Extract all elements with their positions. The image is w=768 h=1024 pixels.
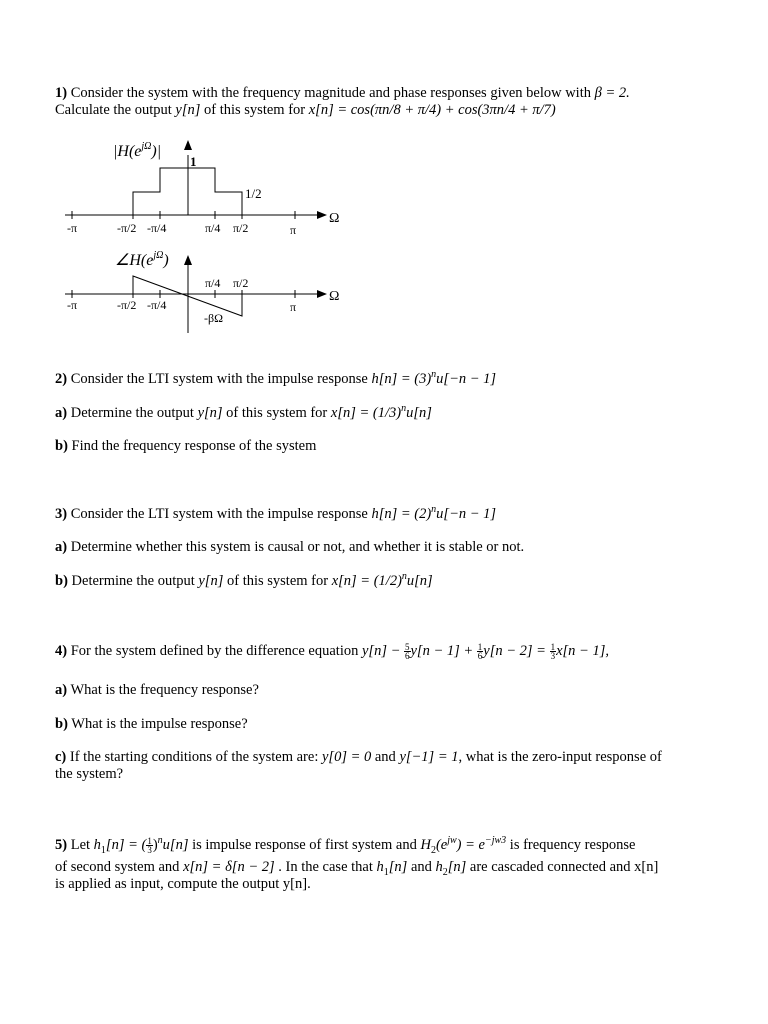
phase-tick-label: π/4 xyxy=(205,276,221,290)
magnitude-response-figure xyxy=(55,130,345,240)
q5-line2 xyxy=(55,859,659,878)
q4c-y1: y[−1] = 1 xyxy=(399,749,459,765)
mag-y-arrow xyxy=(184,140,192,150)
mag-omega-label: Ω xyxy=(329,211,340,226)
q2-number: 2) xyxy=(55,371,68,387)
q4c-line2 xyxy=(55,766,123,782)
phase-tick-label: -π/2 xyxy=(117,298,137,312)
q4c-y0: y[0] = 0 xyxy=(321,749,372,765)
q5-H2-mid: (e xyxy=(435,837,448,853)
q1-line2 xyxy=(55,102,556,118)
q2a-line xyxy=(55,405,432,421)
q2a-text2: of this system for xyxy=(222,405,331,421)
q5-line1 xyxy=(55,837,635,854)
q3-line xyxy=(55,506,496,522)
q5-H2-sub: 2 xyxy=(430,844,436,856)
q5-h1b: h xyxy=(376,859,384,875)
q1-text3: of this system for xyxy=(200,102,309,118)
q3b-y: y[n] xyxy=(198,573,224,589)
q5-H2: H xyxy=(420,837,431,853)
q2-line xyxy=(55,371,496,387)
q4c-label: c) xyxy=(55,749,67,765)
q3b-text2: of this system for xyxy=(223,573,332,589)
mag-tick-label: π/4 xyxy=(205,221,221,235)
q4c-text2: , what is the zero-input response of xyxy=(458,749,662,765)
q5-h2b-sub: 2 xyxy=(442,866,448,878)
q5-H2-exp: jw xyxy=(447,835,457,847)
q3b-x-step: u[n] xyxy=(406,573,433,589)
q5-let: Let xyxy=(67,837,94,853)
q2a-label: a) xyxy=(55,405,68,421)
q4-eq-part: x[n − 1], xyxy=(556,643,609,659)
mag-tick-label: π/2 xyxy=(233,221,249,235)
q1-input-eq: x[n] = cos(πn/8 + π/4) + cos(3πn/4 + π/7) xyxy=(308,102,556,118)
q5-h1b-sub: 1 xyxy=(383,866,389,878)
frac-den: 6 xyxy=(477,651,483,662)
q2-impulse-step: u[−n − 1] xyxy=(436,371,497,387)
q3a-text: Determine whether this system is causal or not, and whether it is stable or not. xyxy=(67,539,525,555)
q3-text: Consider the LTI system with the impulse response xyxy=(67,506,372,522)
q4b-text: What is the impulse response? xyxy=(67,716,248,732)
q5-h2b-end: [n] xyxy=(447,859,467,875)
frac-den: 3 xyxy=(550,651,556,662)
q5-h1-sub: 1 xyxy=(100,844,106,856)
q5-h2b: h xyxy=(435,859,443,875)
q2-text: Consider the LTI system with the impulse response xyxy=(67,371,372,387)
frac-num: 1 xyxy=(477,642,483,653)
q3-impulse-exp: n xyxy=(431,504,437,516)
phase-ylabel: $\angle H(e^{j\Omega})$ xyxy=(115,250,169,269)
q3b-line xyxy=(55,573,433,589)
frac-den: 3 xyxy=(147,845,152,856)
q4-eq-part: y[n − 1] + xyxy=(410,643,474,659)
phase-tick-label: π/2 xyxy=(233,276,249,290)
phase-tick-label: -π xyxy=(67,298,78,312)
q4a-text: What is the frequency response? xyxy=(67,682,259,698)
q2a-x-step: u[n] xyxy=(406,405,432,421)
q4-eq-part: y[n − 2] = xyxy=(483,643,546,659)
q3-number: 3) xyxy=(55,506,68,522)
phase-response-figure xyxy=(55,243,345,338)
q3b-x: x[n] = (1/2) xyxy=(331,573,402,589)
q2b-label: b) xyxy=(55,438,68,454)
q5-text3: of second system and xyxy=(55,859,184,875)
q5-text2: is frequency response xyxy=(506,837,636,853)
q5-H2-exp2: −jw3 xyxy=(484,835,507,847)
q5-text4: . In the case that xyxy=(274,859,377,875)
q4a-line xyxy=(55,682,259,698)
q3b-text: Determine the output xyxy=(67,573,199,589)
phase-omega-label: Ω xyxy=(329,289,340,304)
q5-h1: h xyxy=(93,837,101,853)
q3a-label: a) xyxy=(55,539,68,555)
mag-tick-label: -π/2 xyxy=(117,221,137,235)
q2a-x-exp: n xyxy=(401,403,407,415)
q4c-and: and xyxy=(371,749,400,765)
q5-h1-close: ) xyxy=(152,837,158,853)
q4-number: 4) xyxy=(55,643,68,659)
q5-line3 xyxy=(55,876,311,892)
q5-h1-exp: n xyxy=(157,835,163,847)
q5-and: and xyxy=(407,859,436,875)
phase-beta-omega: -βΩ xyxy=(204,311,224,325)
q2-impulse-exp: n xyxy=(431,369,437,381)
q4c-line1 xyxy=(55,749,662,765)
q3b-x-exp: n xyxy=(401,571,407,583)
mag-x-arrow xyxy=(317,211,327,219)
mag-tick-label: -π xyxy=(67,221,78,235)
q5-text5: are cascaded connected and x[n] xyxy=(466,859,659,875)
q5-number: 5) xyxy=(55,837,68,853)
phase-y-arrow xyxy=(184,255,192,265)
mag-tick-label: π xyxy=(290,223,297,237)
q5-text6: is applied as input, compute the output y[n]. xyxy=(55,876,311,892)
mag-tick-label: -π/4 xyxy=(147,221,167,235)
q2b-text: Find the frequency response of the system xyxy=(67,438,317,454)
q5-h1-mid: [n] = ( xyxy=(105,837,147,853)
q5-input: x[n] = δ[n − 2] xyxy=(183,859,275,875)
q2a-x: x[n] = (1/3) xyxy=(330,405,402,421)
q3a-line xyxy=(55,539,524,555)
q1-number: 1) xyxy=(55,85,68,101)
q4b-line xyxy=(55,716,248,732)
phase-tick-label: -π/4 xyxy=(147,298,167,312)
q2a-y: y[n] xyxy=(197,405,223,421)
frac-num: 1 xyxy=(550,642,556,653)
q2a-text: Determine the output xyxy=(67,405,198,421)
mag-half-label: 1/2 xyxy=(245,186,262,201)
frac-den: 6 xyxy=(405,651,410,662)
q4-line xyxy=(55,643,609,660)
q4c-text: If the starting conditions of the system are: xyxy=(66,749,322,765)
q1-text2: Calculate the output xyxy=(55,102,176,118)
phase-x-arrow xyxy=(317,290,327,298)
q1-text: Consider the system with the frequency magnitude and phase responses given below with xyxy=(67,85,595,101)
frac-num: 1 xyxy=(147,836,152,847)
q2-impulse: h[n] = (3) xyxy=(371,371,432,387)
q4-eq-part: y[n] − xyxy=(361,643,401,659)
q2b-line xyxy=(55,438,316,454)
q5-text1: is impulse response of first system and xyxy=(188,837,421,853)
q3-impulse-step: u[−n − 1] xyxy=(436,506,497,522)
frac-num: 5 xyxy=(405,642,410,653)
mag-one-label: 1 xyxy=(190,154,197,169)
q4b-label: b) xyxy=(55,716,68,732)
q5-H2-eq: ) = e xyxy=(456,837,485,853)
q5-h1b-end: [n] xyxy=(388,859,408,875)
q1-beta: β = 2. xyxy=(594,85,630,101)
q1-line1 xyxy=(55,85,630,101)
q4c-text3: the system? xyxy=(55,766,124,782)
q3-impulse: h[n] = (2) xyxy=(371,506,432,522)
q5-h1-step: u[n] xyxy=(162,837,189,853)
phase-tick-label: π xyxy=(290,300,297,314)
q3b-label: b) xyxy=(55,573,68,589)
mag-ylabel: $|H(e^{j\Omega})|$ xyxy=(113,141,162,160)
q4a-label: a) xyxy=(55,682,68,698)
q1-yn: y[n] xyxy=(175,102,201,118)
q4-text: For the system defined by the difference equation xyxy=(67,643,362,659)
